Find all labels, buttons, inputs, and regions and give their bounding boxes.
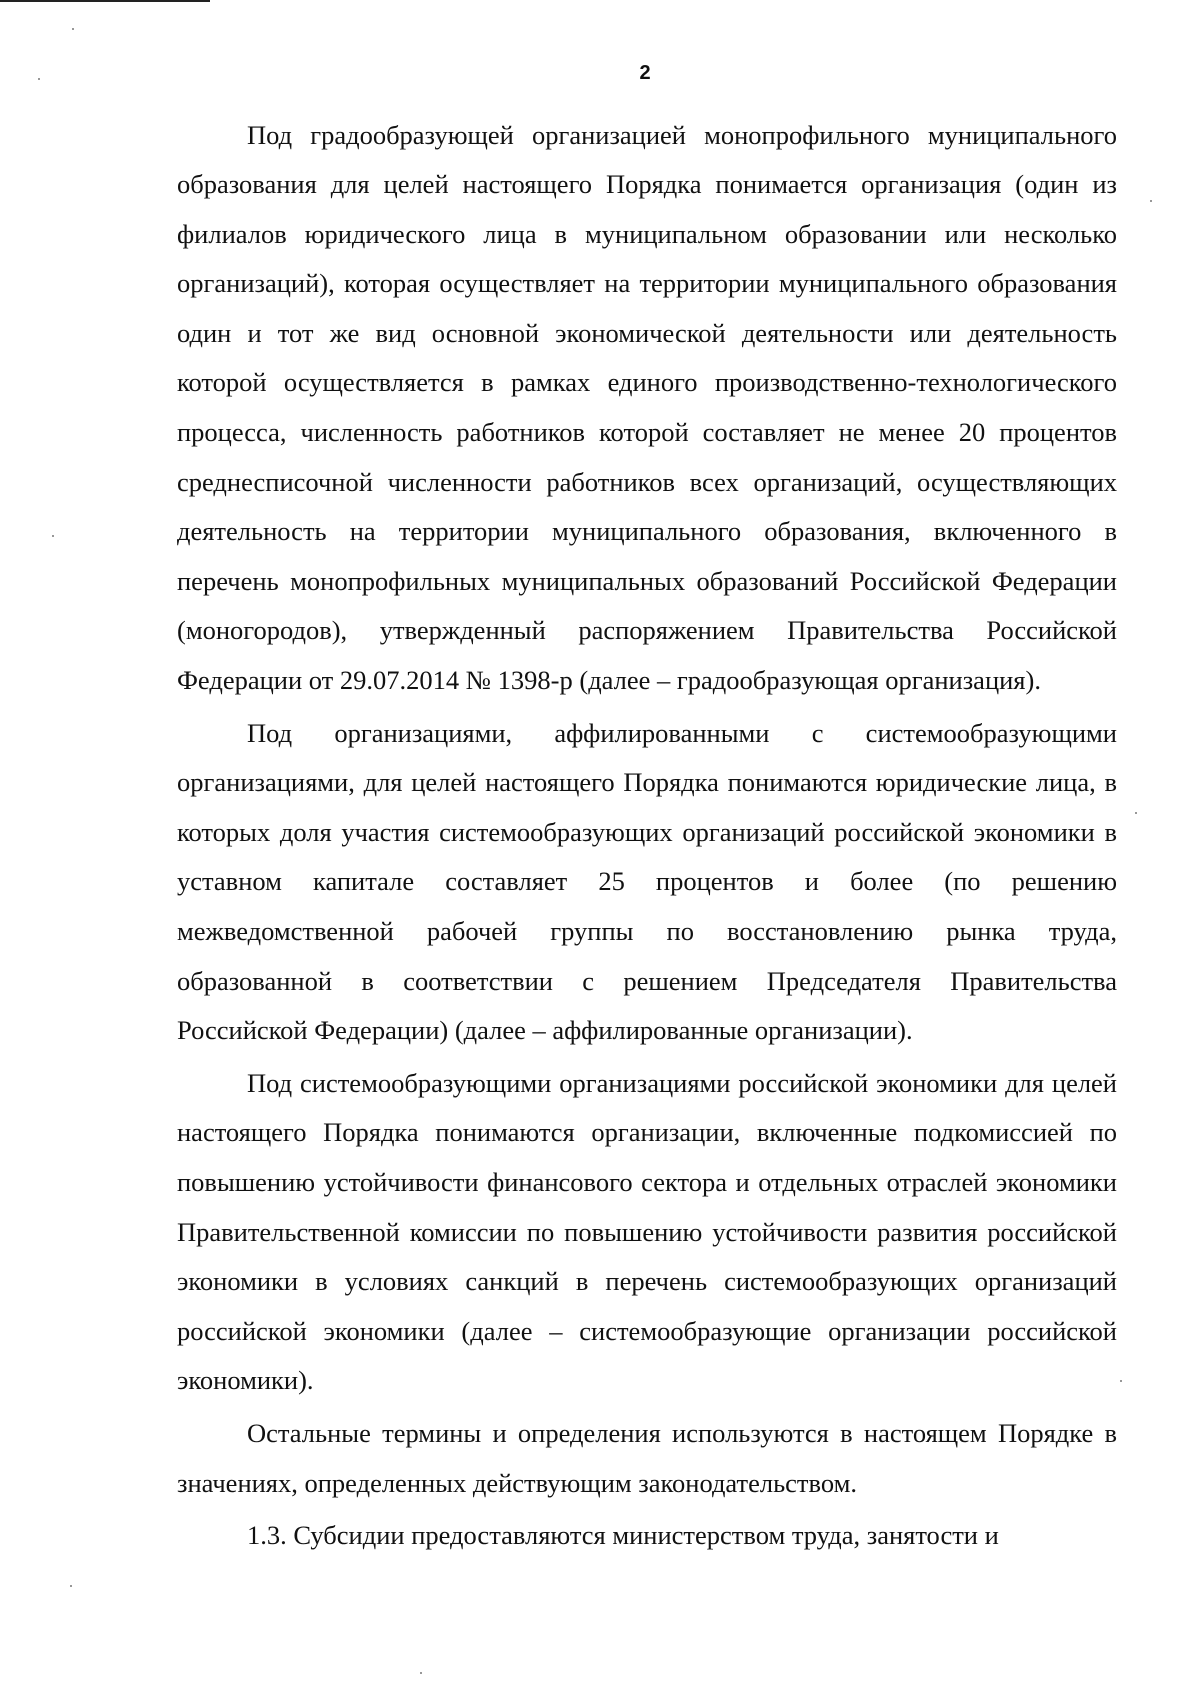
paragraph-system-forming-organizations: Под системообразующими организациями российской экономики для целей настоящего Порядка понимаются организации, включенные подкомиссией по повышению устойчивости финансового сектора и отдельных отраслей экономики Правительственной комиссии по повышению устойчивости развития российской экономики в условиях санкций в перечень системообразующих организаций российской экономики (далее – системообразующие организации российской экономики). xyxy=(177,1067,1117,1396)
top-edge-line xyxy=(0,0,210,2)
scan-speck xyxy=(1150,200,1152,202)
paragraph-section-1-3: 1.3. Субсидии предоставляются министерством труда, занятости и xyxy=(247,1520,999,1551)
paragraph-affiliated-organizations: Под организациями, аффилированными с системообразующими организациями, для целей настоящего Порядка понимаются юридические лица, в которых доля участия системообразующих организаций российской экономики в уставном капитале составляет 25 процентов и более (по решению межведомственной рабочей группы по восстановлению рынка труда, образованной в соответствии с решением Председателя Правительства Российской Федерации) (далее – аффилированные организации). xyxy=(177,717,1117,1046)
scan-speck xyxy=(70,1585,72,1587)
scan-speck xyxy=(52,535,54,537)
page-number: 2 xyxy=(639,62,651,84)
paragraph-other-terms: Остальные термины и определения используются в настоящем Порядке в значениях, определенных действующим законодательством. xyxy=(177,1417,1117,1498)
scan-speck xyxy=(38,78,40,80)
scan-speck xyxy=(420,1672,422,1674)
scan-speck xyxy=(1120,1380,1122,1382)
paragraph-city-forming-organization: Под градообразующей организацией монопрофильного муниципального образования для целей настоящего Порядка понимается организация (один из филиалов юридического лица в муниципальном образовании или несколько организаций), которая осуществляет на территории муниципального образования один и тот же вид основной экономической деятельности или деятельность которой осуществляется в рамках единого производственно-технологического процесса, численность работников которой составляет не менее 20 процентов среднесписочной численности работников всех организаций, осуществляющих деятельность на территории муниципального образования, включенного в перечень монопрофильных муниципальных образований Российской Федерации (моногородов), утвержденный распоряжением Правительства Российской Федерации от 29.07.2014 № 1398-р (далее – градообразующая организация). xyxy=(177,119,1117,696)
scan-speck xyxy=(72,28,74,30)
scan-speck xyxy=(1135,812,1137,814)
document-body xyxy=(177,111,1117,1561)
